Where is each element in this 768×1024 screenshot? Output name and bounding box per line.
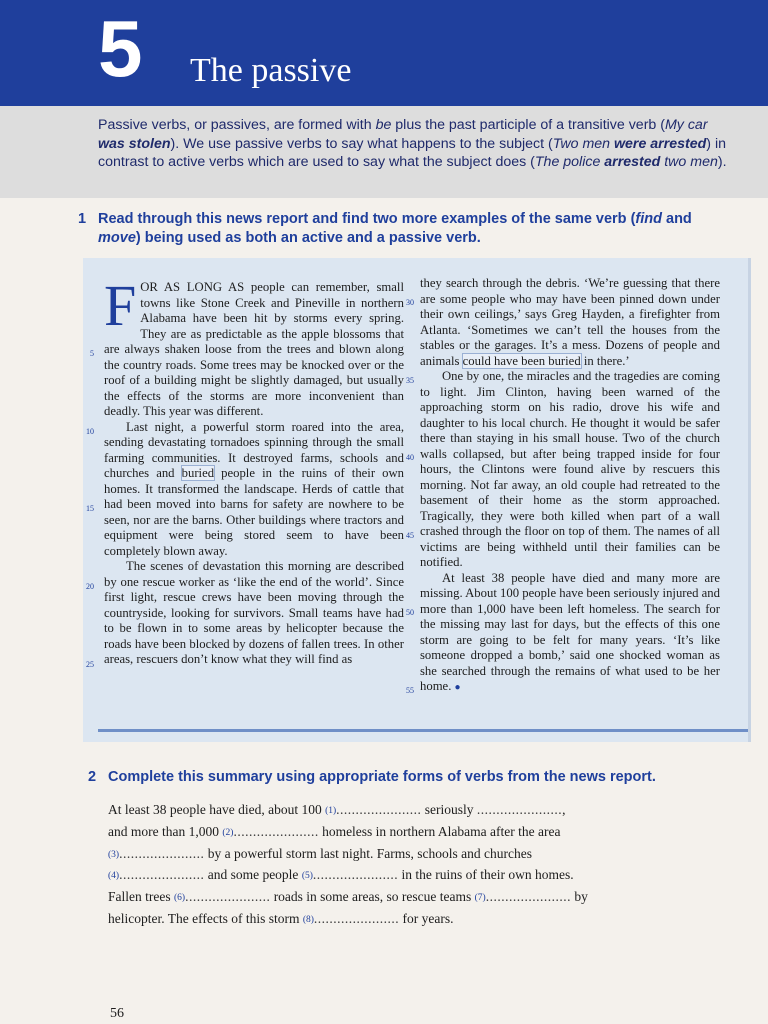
line-number: 5 <box>90 349 94 358</box>
gap-number: (6) <box>173 893 186 904</box>
gap-number: (2) <box>222 827 234 838</box>
line-number: 50 <box>406 608 414 617</box>
summary-line: (4)...................... and some people (5)...................... in the ruins of their own homes. <box>108 867 574 883</box>
line-number: 20 <box>86 582 94 591</box>
highlighted-verb-could-have-been-buried: could have been buried <box>462 353 581 368</box>
gap-number: (1) <box>325 806 337 816</box>
line-number: 30 <box>406 298 414 307</box>
gap-number: (5) <box>301 871 313 882</box>
chapter-title: The passive <box>190 52 352 89</box>
article-paragraph-3: The scenes of devastation this morning are described by one rescue worker as ‘like the end of the world’. Since first light, rescue crews have been moving through the countryside, looking for survivors. Small teams have had to be flown in to some areas by helicopter because the roads have been blocked by dozens of fallen trees. In other areas, rescuers don’t know what they will find as <box>104 559 404 666</box>
answer-gap-1b[interactable]: ...................... <box>476 802 563 817</box>
line-number: 55 <box>406 686 414 695</box>
drop-cap: F <box>104 273 137 338</box>
line-number: 25 <box>86 660 94 669</box>
article-paragraph-6: At least 38 people have died and many more are missing. About 100 people have been seriously injured and more than 1,000 have been left homeless. The search for the missing may last for days, but the effects of this one storm are going to be felt for many years. ‘It’s like someone dropped a bomb,’ said one shocked woman as she searched through the remains of what used to be her home. ● <box>420 570 720 693</box>
article-paragraph-1: FOR AS LONG AS people can remember, small towns like Stone Creek and Pineville in northern Alabama have been hit by storms every spring. They are as predictable as the apple blossoms that are always shaken loose from the trees and blown along the country roads. Some trees may be knocked over or the roof of a building might be slightly damaged, but usually the effects of the storms are more inconvenient than deadly. This year was different. <box>104 273 404 418</box>
summary-line: and more than 1,000 (2)...................... homeless in northern Alabama after the area <box>108 823 561 839</box>
end-mark-icon: ● <box>454 682 461 693</box>
line-number: 45 <box>406 531 414 540</box>
answer-gap-7[interactable]: ...................... <box>485 889 571 905</box>
gap-number: (7) <box>474 893 486 904</box>
line-number: 10 <box>86 427 94 436</box>
page-number: 56 <box>110 1006 124 1021</box>
summary-line: Fallen trees (6)...................... roads in some areas, so rescue teams (7)...................... by <box>108 889 588 905</box>
gap-number: (3) <box>108 849 120 860</box>
article-column-right <box>420 276 720 696</box>
summary-line: At least 38 people have died, about 100 (1)...................... seriously ......................, <box>108 802 566 817</box>
line-number: 35 <box>406 376 414 385</box>
gap-number: (4) <box>108 871 120 882</box>
chapter-number: 5 <box>98 4 143 93</box>
summary-line: helicopter. The effects of this storm (8)...................... for years. <box>108 910 454 926</box>
article-column-left <box>104 273 404 668</box>
answer-gap-1[interactable]: ...................... <box>336 802 422 817</box>
task-2-number: 2 <box>88 769 97 785</box>
answer-gap-4[interactable]: ...................... <box>119 867 205 883</box>
answer-gap-8[interactable]: ...................... <box>313 910 400 926</box>
answer-gap-3[interactable]: ...................... <box>119 845 205 861</box>
task-1-number: 1 <box>78 211 87 227</box>
answer-gap-2[interactable]: ...................... <box>233 823 319 839</box>
line-number: 15 <box>86 504 94 513</box>
answer-gap-6[interactable]: ...................... <box>185 889 271 905</box>
task-1-text: Read through this news report and find two more examples of the same verb (find and move) being used as both an active and a passive verb. <box>98 211 692 246</box>
intro-text: Passive verbs, or passives, are formed with be plus the past participle of a transitive verb (My car was stolen). We use passive verbs to say what happens to the subject (Two men were arrested) in contrast to active verbs which are used to say what the subject does (The police arrested two men). <box>98 117 727 170</box>
article-paragraph-2: Last night, a powerful storm roared into the area, sending devastating tornadoes spinning through the small farming communities. It destroyed farms, schools and churches and buried people in the ruins of their own homes. It transformed the landscape. Herds of cattle that had been moved into barns for safety are nowhere to be seen, nor are the barns. Other buildings where tractors and equipment were being stored seem to have been completely blown away. <box>104 419 404 558</box>
summary-exercise <box>108 800 708 931</box>
highlighted-verb-buried: buried <box>181 466 215 480</box>
gap-number: (8) <box>302 914 314 925</box>
summary-line: (3)...................... by a powerful storm last night. Farms, schools and churches <box>108 845 533 861</box>
article-paragraph-5: One by one, the miracles and the tragedies are coming to light. Jim Clinton, having been warned of the approaching storm on his radio, drove his wife and daughter to his local church. He thought it would be safer there than staying in his small house. Two of the church walls collapsed, but after being trapped inside for four hours, the Clintons were found alive by rescuers this morning. Not far away, an old couple had retreated to the basement of their home as the storm approached. Tragically, they were both killed when part of a wall crashed through the floor on top of them. The names of all victims are being withheld until their families can be notified. <box>420 369 720 569</box>
answer-gap-5[interactable]: ...................... <box>312 867 399 883</box>
line-number: 40 <box>406 453 414 462</box>
task-2-text: Complete this summary using appropriate forms of verbs from the news report. <box>108 769 656 785</box>
news-report-divider <box>98 729 748 732</box>
article-paragraph-4: they search through the debris. ‘We’re guessing that there are some people who may have been pinned down under their own ceilings,’ says Greg Hayden, a firefighter from Atlanta. ‘Sometimes we can’t tell the houses from the stables or the garages. It’s a mess. Dozens of people and animals could have been buried in there.’ <box>420 276 720 368</box>
